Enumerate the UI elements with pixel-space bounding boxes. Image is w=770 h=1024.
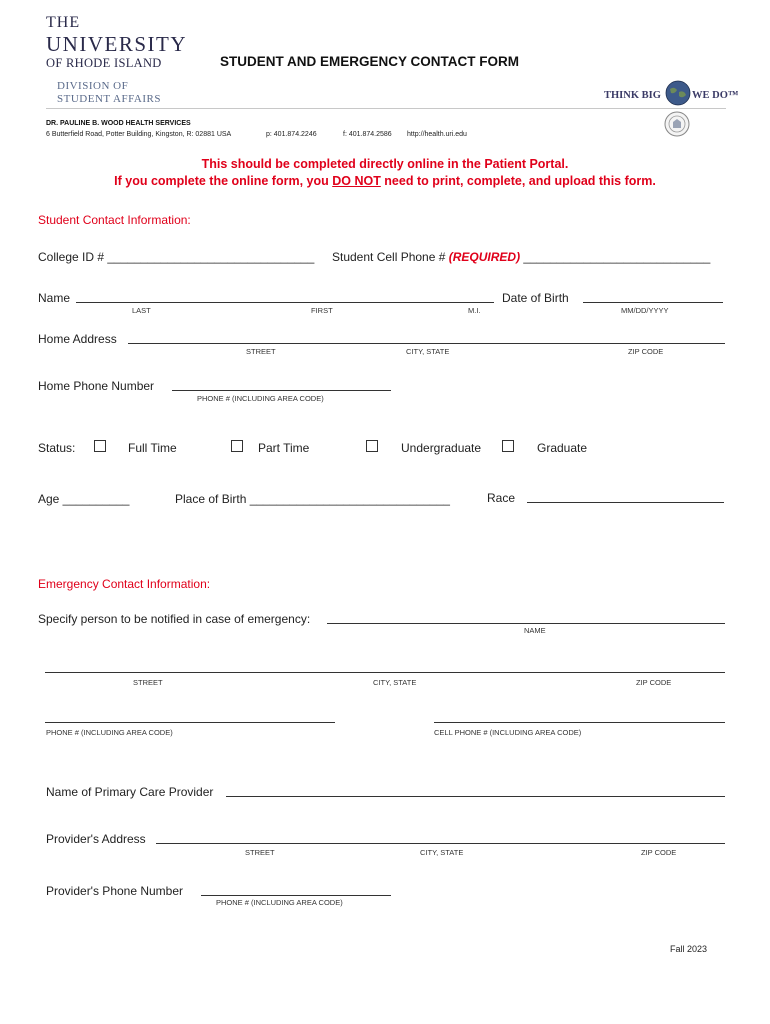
emergency-name-input-line[interactable]	[327, 623, 725, 624]
we-do-text: WE DO™	[692, 90, 739, 101]
health-services-phone: p: 401.874.2246	[266, 131, 317, 138]
globe-icon	[665, 80, 691, 106]
home-address-label: Home Address	[38, 332, 117, 346]
emergency-name-sub: NAME	[524, 626, 546, 635]
home-phone-sub: PHONE # (INCLUDING AREA CODE)	[197, 394, 324, 403]
emergency-city-sub: CITY, STATE	[373, 678, 417, 687]
full-time-label: Full Time	[128, 441, 177, 455]
status-label: Status:	[38, 441, 76, 455]
footer-date: Fall 2023	[670, 944, 708, 954]
health-services-address: 6 Butterfield Road, Potter Building, Kingston, R: 02881 USA	[46, 131, 232, 138]
seal-icon	[664, 111, 690, 137]
first-sub: FIRST	[311, 306, 333, 315]
name-input-line[interactable]	[76, 302, 494, 303]
specify-person-label: Specify person to be notified in case of emergency:	[38, 612, 311, 626]
dob-input-line[interactable]	[583, 302, 723, 303]
graduate-checkbox[interactable]	[502, 440, 514, 452]
health-services-website[interactable]: http://health.uri.edu	[407, 131, 467, 138]
emergency-cell-sub: CELL PHONE # (INCLUDING AREA CODE)	[434, 728, 582, 737]
logo-division: DIVISION OF	[57, 80, 129, 92]
emergency-street-sub: STREET	[133, 678, 163, 687]
home-phone-input-line[interactable]	[172, 390, 391, 391]
required-label: (REQUIRED)	[448, 250, 521, 264]
emergency-cell-input-line[interactable]	[434, 722, 725, 723]
provider-zip-sub: ZIP CODE	[641, 848, 677, 857]
form-title: STUDENT AND EMERGENCY CONTACT FORM	[220, 54, 519, 69]
city-state-sub: CITY, STATE	[406, 347, 450, 356]
pcp-input-line[interactable]	[226, 796, 725, 797]
think-big-text: THINK BIG	[604, 90, 661, 101]
emergency-address-input-line[interactable]	[45, 672, 725, 673]
emergency-zip-sub: ZIP CODE	[636, 678, 672, 687]
part-time-label: Part Time	[258, 441, 310, 455]
age-field[interactable]: Age __________	[38, 492, 130, 506]
notice-line-2: If you complete the online form, you DO NOT need to print, complete, and upload this form.	[114, 174, 656, 188]
health-services-name: DR. PAULINE B. WOOD HEALTH SERVICES	[46, 120, 191, 127]
dob-format-sub: MM/DD/YYYY	[621, 306, 669, 315]
street-sub: STREET	[246, 347, 276, 356]
mi-sub: M.I.	[468, 306, 481, 315]
provider-address-label: Provider's Address	[46, 832, 146, 846]
college-id-field[interactable]: College ID # _______________________________	[38, 250, 315, 264]
emergency-phone-sub: PHONE # (INCLUDING AREA CODE)	[46, 728, 173, 737]
graduate-label: Graduate	[537, 441, 588, 455]
provider-phone-sub: PHONE # (INCLUDING AREA CODE)	[216, 898, 343, 907]
logo-university: UNIVERSITY	[46, 32, 187, 56]
full-time-checkbox[interactable]	[94, 440, 106, 452]
student-section-heading: Student Contact Information:	[38, 213, 191, 227]
logo-student-affairs: STUDENT AFFAIRS	[57, 93, 161, 105]
part-time-checkbox[interactable]	[231, 440, 243, 452]
emergency-phone-input-line[interactable]	[45, 722, 335, 723]
logo-rhode-island: OF RHODE ISLAND	[46, 56, 162, 70]
provider-city-sub: CITY, STATE	[420, 848, 464, 857]
provider-phone-input-line[interactable]	[201, 895, 391, 896]
last-sub: LAST	[132, 306, 151, 315]
notice-line-1: This should be completed directly online in the Patient Portal.	[201, 157, 569, 171]
home-address-input-line[interactable]	[128, 343, 725, 344]
zip-sub: ZIP CODE	[628, 347, 664, 356]
emergency-section-heading: Emergency Contact Information:	[38, 577, 211, 591]
race-input-line[interactable]	[527, 502, 724, 503]
health-services-fax: f: 401.874.2586	[343, 131, 392, 138]
provider-street-sub: STREET	[245, 848, 275, 857]
name-label: Name	[38, 291, 71, 305]
header-divider	[46, 108, 726, 109]
dob-label: Date of Birth	[502, 291, 569, 305]
provider-phone-label: Provider's Phone Number	[46, 884, 184, 898]
undergraduate-checkbox[interactable]	[366, 440, 378, 452]
place-of-birth-field[interactable]: Place of Birth ______________________________	[175, 492, 450, 506]
undergraduate-label: Undergraduate	[401, 441, 482, 455]
logo-the: THE	[46, 14, 81, 31]
home-phone-label: Home Phone Number	[38, 379, 155, 393]
notice-do-not: DO NOT	[332, 174, 381, 188]
provider-address-input-line[interactable]	[156, 843, 725, 844]
pcp-label: Name of Primary Care Provider	[46, 785, 214, 799]
student-cell-phone-field[interactable]: Student Cell Phone # (REQUIRED) ____________________________	[332, 250, 711, 264]
race-label: Race	[487, 491, 516, 505]
